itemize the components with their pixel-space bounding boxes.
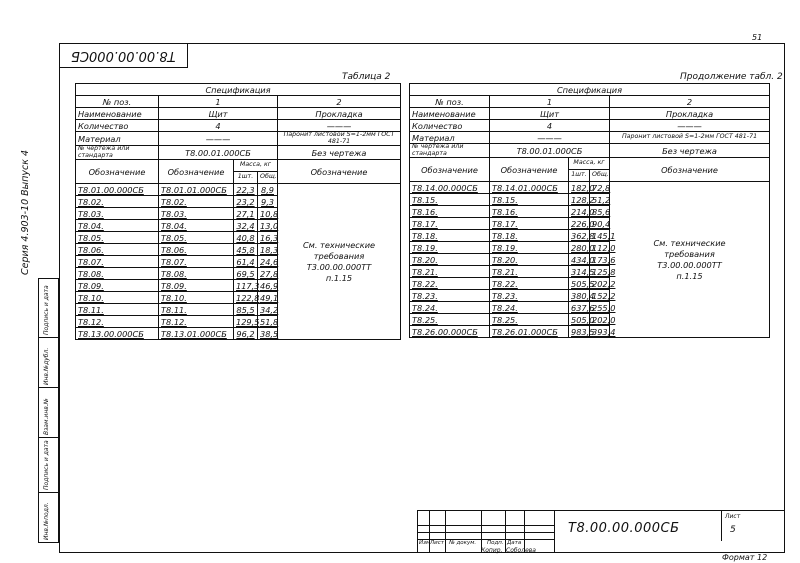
row-designation: T8.05. bbox=[76, 232, 159, 244]
row-mass-each: 380,4 bbox=[569, 290, 590, 302]
right-table-caption: Продолжение табл. 2 bbox=[680, 72, 783, 82]
row-mass-each: 117,3 bbox=[234, 280, 258, 292]
left-mat-2: Паронит листовой S=1-2мм ГОСТ 481-71 bbox=[278, 132, 401, 146]
right-mass-total: Общ. bbox=[590, 170, 610, 182]
side-cell: Инв.№подл. bbox=[39, 492, 58, 542]
rotated-stamp-code: T8.00.00.000СБ bbox=[70, 47, 176, 63]
table-row bbox=[410, 182, 770, 194]
row-mass-total: 27,8 bbox=[258, 268, 278, 280]
row-part-designation: T8.03. bbox=[159, 208, 234, 220]
table-row bbox=[76, 184, 401, 196]
row-designation: T8.04. bbox=[76, 220, 159, 232]
row-designation: T8.09. bbox=[76, 280, 159, 292]
left-mass-each: 1шт. bbox=[234, 172, 258, 184]
tb-label-izm: Изм bbox=[419, 540, 431, 546]
sheet-box bbox=[721, 511, 745, 541]
right-mat-2: Паронит листовой S=1-2мм ГОСТ 481-71 bbox=[610, 132, 770, 144]
row-part-designation: T8.02. bbox=[159, 196, 234, 208]
row-mass-total: 46,9 bbox=[258, 280, 278, 292]
tb-rule bbox=[554, 511, 555, 552]
row-mass-each: 122,8 bbox=[234, 292, 258, 304]
row-mass-each: 61,4 bbox=[234, 256, 258, 268]
left-qty-1: 4 bbox=[159, 120, 278, 132]
tb-rule bbox=[524, 511, 525, 552]
row-designation: T8.20. bbox=[410, 254, 490, 266]
tb-rule bbox=[418, 532, 555, 533]
right-mat-1: ——— bbox=[490, 132, 610, 144]
format-label: Формат 12 bbox=[722, 553, 768, 562]
right-draw-label: № чертежа или стандарта bbox=[410, 144, 490, 158]
row-designation: T8.02. bbox=[76, 196, 159, 208]
row-designation: T8.11. bbox=[76, 304, 159, 316]
row-mass-total: 34,2 bbox=[258, 304, 278, 316]
row-designation: T8.19. bbox=[410, 242, 490, 254]
right-desig-1: Обозначение bbox=[490, 158, 569, 182]
row-mass-each: 226,0 bbox=[569, 218, 590, 230]
left-desig-label: Обозначение bbox=[76, 160, 159, 184]
left-mat-1: ——— bbox=[159, 132, 278, 146]
row-mass-each: 505,0 bbox=[569, 314, 590, 326]
right-pos-1: 1 bbox=[490, 96, 610, 108]
row-designation: T8.06. bbox=[76, 244, 159, 256]
sheet-number: 5 bbox=[730, 525, 736, 535]
tech-note-line: п.1.15 bbox=[325, 272, 353, 283]
title-block-grid bbox=[418, 511, 555, 554]
row-part-designation: T8.13.01.000СБ bbox=[159, 328, 234, 340]
row-part-designation: T8.12. bbox=[159, 316, 234, 328]
row-designation: T8.22. bbox=[410, 278, 490, 290]
row-mass-total: 202,2 bbox=[590, 278, 610, 290]
right-mass-each: 1шт. bbox=[569, 170, 590, 182]
tb-rule bbox=[505, 511, 506, 552]
tb-label-list: Лист bbox=[430, 540, 444, 546]
row-mass-total: 152,2 bbox=[590, 290, 610, 302]
row-mass-each: 27,1 bbox=[234, 208, 258, 220]
row-designation: T8.21. bbox=[410, 266, 490, 278]
side-cell: Подпись и дата bbox=[39, 437, 58, 492]
row-mass-total: 10,8 bbox=[258, 208, 278, 220]
right-mass-label: Масса, кг bbox=[569, 158, 610, 170]
row-mass-total: 38,5 bbox=[258, 328, 278, 340]
row-designation: T8.08. bbox=[76, 268, 159, 280]
row-designation: T8.18. bbox=[410, 230, 490, 242]
row-part-designation: T8.16. bbox=[490, 206, 569, 218]
row-part-designation: T8.24. bbox=[490, 302, 569, 314]
title-block bbox=[417, 510, 785, 553]
row-mass-total: 125,8 bbox=[590, 266, 610, 278]
left-pos-1: 1 bbox=[159, 96, 278, 108]
left-name-1: Щит bbox=[159, 108, 278, 120]
series-side-text: Серия 4.903-10 Выпуск 4 bbox=[20, 149, 31, 275]
row-designation: T8.10. bbox=[76, 292, 159, 304]
right-spec-table bbox=[409, 83, 770, 338]
left-name-label: Наименование bbox=[76, 108, 159, 120]
left-draw-1: T8.00.01.000СБ bbox=[159, 146, 278, 160]
row-designation: T8.16. bbox=[410, 206, 490, 218]
tech-note-line: T3.00.00.000TT bbox=[306, 261, 372, 272]
row-part-designation: T8.23. bbox=[490, 290, 569, 302]
row-mass-total: 145,1 bbox=[590, 230, 610, 242]
page-number: 51 bbox=[752, 33, 763, 42]
row-mass-total: 13,0 bbox=[258, 220, 278, 232]
row-part-designation: T8.06. bbox=[159, 244, 234, 256]
row-part-designation: T8.14.01.000СБ bbox=[490, 182, 569, 194]
left-table-caption: Таблица 2 bbox=[342, 72, 391, 82]
row-mass-total: 9,3 bbox=[258, 196, 278, 208]
row-mass-total: 112,0 bbox=[590, 242, 610, 254]
tech-note-line: См. технические bbox=[302, 239, 376, 250]
row-mass-total: 90,4 bbox=[590, 218, 610, 230]
row-mass-each: 22,3 bbox=[234, 184, 258, 196]
right-title: Спецификация bbox=[410, 84, 770, 96]
left-spec-table bbox=[75, 83, 401, 340]
left-desig-2: Обозначение bbox=[278, 160, 401, 184]
row-designation: T8.14.00.000СБ bbox=[410, 182, 490, 194]
row-designation: T8.25. bbox=[410, 314, 490, 326]
tb-label-doc: № докум. bbox=[449, 540, 477, 546]
left-pos-label: № поз. bbox=[76, 96, 159, 108]
side-cell: Взам.инв.№ bbox=[39, 387, 58, 437]
row-mass-each: 45,8 bbox=[234, 244, 258, 256]
row-mass-each: 983,5 bbox=[569, 326, 590, 338]
tech-note bbox=[278, 184, 401, 340]
row-part-designation: T8.25. bbox=[490, 314, 569, 326]
right-name-1: Щит bbox=[490, 108, 610, 120]
right-qty-2: ——— bbox=[610, 120, 770, 132]
right-desig-2: Обозначение bbox=[610, 158, 770, 182]
row-mass-total: 16,3 bbox=[258, 232, 278, 244]
row-mass-total: 173,6 bbox=[590, 254, 610, 266]
side-cell: Подпись и дата bbox=[43, 285, 50, 335]
row-mass-each: 32,4 bbox=[234, 220, 258, 232]
row-mass-total: 72,8 bbox=[590, 182, 610, 194]
tech-note-line: требования bbox=[664, 248, 715, 259]
rotated-stamp bbox=[59, 43, 188, 68]
row-mass-each: 128,2 bbox=[569, 194, 590, 206]
right-qty-1: 4 bbox=[490, 120, 610, 132]
row-mass-each: 23,2 bbox=[234, 196, 258, 208]
left-draw-2: Без чертежа bbox=[278, 146, 401, 160]
tb-label-date: Дата bbox=[507, 540, 522, 546]
row-designation: T8.03. bbox=[76, 208, 159, 220]
row-mass-total: 51,8 bbox=[258, 316, 278, 328]
row-mass-each: 314,5 bbox=[569, 266, 590, 278]
row-mass-total: 8,9 bbox=[258, 184, 278, 196]
row-mass-each: 182,0 bbox=[569, 182, 590, 194]
row-part-designation: T8.21. bbox=[490, 266, 569, 278]
row-mass-each: 40,8 bbox=[234, 232, 258, 244]
tb-label-sign: Подп. bbox=[487, 540, 504, 546]
row-part-designation: T8.01.01.000СБ bbox=[159, 184, 234, 196]
right-name-2: Прокладка bbox=[610, 108, 770, 120]
right-qty-label: Количество bbox=[410, 120, 490, 132]
row-part-designation: T8.19. bbox=[490, 242, 569, 254]
tech-note-line: T3.00.00.000TT bbox=[657, 259, 722, 270]
row-part-designation: T8.04. bbox=[159, 220, 234, 232]
right-name-label: Наименование bbox=[410, 108, 490, 120]
tech-note-line: п.1.15 bbox=[676, 270, 703, 281]
row-mass-each: 280,0 bbox=[569, 242, 590, 254]
tb-copier: Соболева bbox=[506, 547, 536, 554]
row-mass-total: 393,4 bbox=[590, 326, 610, 338]
left-mass-label: Масса, кг bbox=[234, 160, 278, 172]
sheet-label: Лист bbox=[725, 513, 741, 520]
tb-copied: Копир. bbox=[481, 547, 503, 554]
tb-rule bbox=[418, 525, 555, 526]
row-mass-each: 85,5 bbox=[234, 304, 258, 316]
tb-rule bbox=[445, 511, 446, 552]
left-pos-2: 2 bbox=[278, 96, 401, 108]
row-part-designation: T8.18. bbox=[490, 230, 569, 242]
row-mass-total: 49,1 bbox=[258, 292, 278, 304]
row-mass-total: 255,0 bbox=[590, 302, 610, 314]
row-mass-total: 24,6 bbox=[258, 256, 278, 268]
tech-note-line: См. технические bbox=[653, 237, 726, 248]
right-pos-2: 2 bbox=[610, 96, 770, 108]
left-desig-1: Обозначение bbox=[159, 160, 234, 184]
row-part-designation: T8.26.01.000СБ bbox=[490, 326, 569, 338]
row-designation: T8.13.00.000СБ bbox=[76, 328, 159, 340]
row-mass-each: 434,0 bbox=[569, 254, 590, 266]
row-mass-total: 51,2 bbox=[590, 194, 610, 206]
row-part-designation: T8.17. bbox=[490, 218, 569, 230]
left-mass-total: Общ. bbox=[258, 172, 278, 184]
row-part-designation: T8.11. bbox=[159, 304, 234, 316]
left-mat-label: Материал bbox=[76, 132, 159, 146]
row-designation: T8.07. bbox=[76, 256, 159, 268]
left-draw-label: № чертежа или стандарта bbox=[76, 146, 159, 160]
left-name-2: Прокладка bbox=[278, 108, 401, 120]
tech-note bbox=[610, 182, 770, 338]
row-mass-each: 96,2 bbox=[234, 328, 258, 340]
row-mass-total: 202,0 bbox=[590, 314, 610, 326]
row-part-designation: T8.07. bbox=[159, 256, 234, 268]
row-designation: T8.26.00.000СБ bbox=[410, 326, 490, 338]
row-part-designation: T8.15. bbox=[490, 194, 569, 206]
row-part-designation: T8.10. bbox=[159, 292, 234, 304]
row-designation: T8.24. bbox=[410, 302, 490, 314]
side-cell: Инв.№дубл. bbox=[39, 337, 58, 387]
row-mass-each: 69,5 bbox=[234, 268, 258, 280]
left-qty-label: Количество bbox=[76, 120, 159, 132]
tb-rule bbox=[481, 511, 482, 552]
row-mass-each: 214,0 bbox=[569, 206, 590, 218]
right-draw-1: T8.00.01.000СБ bbox=[490, 144, 610, 158]
row-part-designation: T8.20. bbox=[490, 254, 569, 266]
left-qty-2: ——— bbox=[278, 120, 401, 132]
row-part-designation: T8.22. bbox=[490, 278, 569, 290]
row-part-designation: T8.09. bbox=[159, 280, 234, 292]
row-part-designation: T8.08. bbox=[159, 268, 234, 280]
left-title: Спецификация bbox=[76, 84, 401, 96]
row-mass-total: 18,3 bbox=[258, 244, 278, 256]
row-mass-each: 362,8 bbox=[569, 230, 590, 242]
row-designation: T8.12. bbox=[76, 316, 159, 328]
row-designation: T8.17. bbox=[410, 218, 490, 230]
right-draw-2: Без чертежа bbox=[610, 144, 770, 158]
row-mass-each: 505,5 bbox=[569, 278, 590, 290]
row-designation: T8.15. bbox=[410, 194, 490, 206]
row-part-designation: T8.05. bbox=[159, 232, 234, 244]
row-designation: T8.23. bbox=[410, 290, 490, 302]
tech-note-line: требования bbox=[313, 250, 365, 261]
right-desig-label: Обозначение bbox=[410, 158, 490, 182]
row-designation: T8.01.00.000СБ bbox=[76, 184, 159, 196]
row-mass-each: 129,5 bbox=[234, 316, 258, 328]
side-stamp-box bbox=[38, 278, 59, 543]
right-mat-label: Материал bbox=[410, 132, 490, 144]
row-mass-each: 637,6 bbox=[569, 302, 590, 314]
title-block-code: T8.00.00.000СБ bbox=[568, 521, 680, 536]
row-mass-total: 85,6 bbox=[590, 206, 610, 218]
right-pos-label: № поз. bbox=[410, 96, 490, 108]
